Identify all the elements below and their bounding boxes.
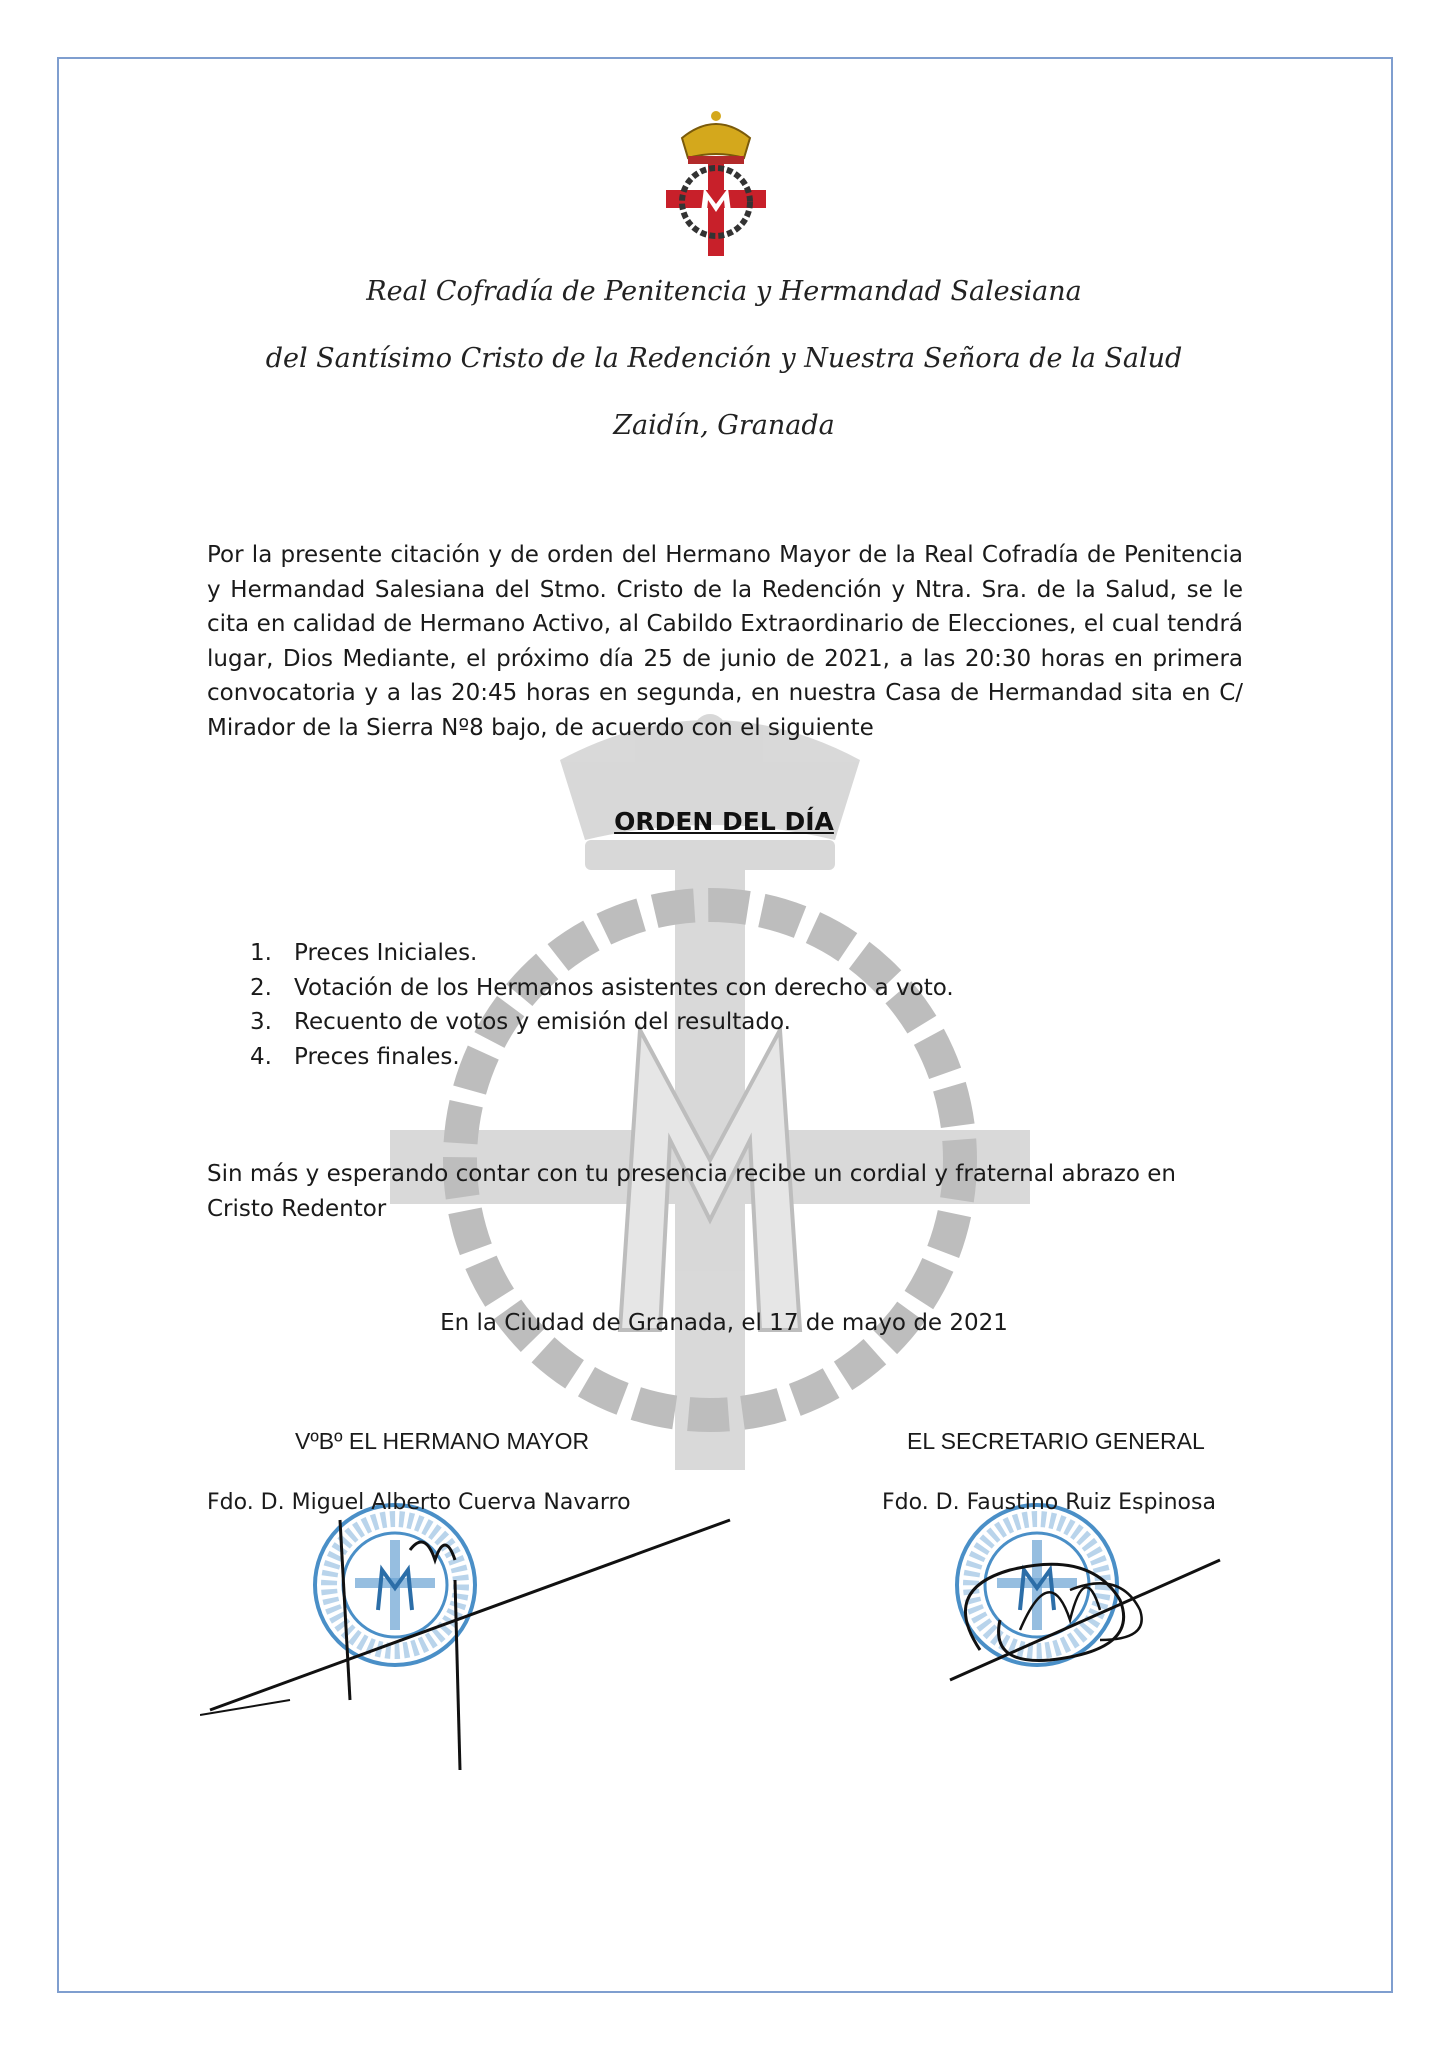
citation-paragraph: Por la presente citación y de orden del Hermano Mayor de la Real Cofradía de Penitencia y Hermandad Salesiana del Stmo. Cristo de la Redención y Ntra. Sra. de la Salud, se le cita en calidad de Hermano Activo, al Cabildo Extraordinario de Elecciones, el cual tendrá lugar, Dios Mediante, el próximo día 25 de junio de 2021, a las 20:30 horas en primera convocatoria y a las 20:45 horas en segunda, en nuestra Casa de Hermandad sita en C/ Mirador de la Sierra Nº8 bajo, de acuerdo con el siguiente (207, 542, 1243, 741)
item-number: 4. (250, 1043, 272, 1070)
item-number: 3. (250, 1009, 272, 1035)
header-line-2: del Santísimo Cristo de la Redención y Nuestra Señora de la Salud (265, 343, 1183, 374)
header-line-3: Zaidín, Granada (613, 410, 835, 441)
right-signatory-title: EL SECRETARIO GENERAL (907, 1428, 1205, 1454)
left-signatory-title: VºBº EL HERMANO MAYOR (295, 1428, 590, 1454)
agenda-list (250, 936, 954, 1074)
right-signatory-name: Fdo. D. Faustino Ruiz Espinosa (882, 1490, 1216, 1515)
list-item (250, 971, 954, 1006)
list-item (250, 936, 954, 971)
signature-right (920, 1500, 1240, 1700)
left-signatory-name: Fdo. D. Miguel Alberto Cuerva Navarro (207, 1490, 631, 1515)
agenda-title: ORDEN DEL DÍA (614, 807, 834, 836)
item-text: Preces finales. (294, 1043, 460, 1070)
list-item (250, 1040, 954, 1075)
item-number: 1. (250, 940, 272, 966)
item-number: 2. (250, 974, 272, 1001)
item-text: Votación de los Hermanos asistentes con derecho a voto. (294, 974, 954, 1001)
signature-left (200, 1500, 760, 1780)
list-item (250, 1005, 954, 1040)
item-text: Recuento de votos y emisión del resultado. (294, 1009, 791, 1035)
dateline: En la Ciudad de Granada, el 17 de mayo de 2021 (440, 1310, 1008, 1336)
closing-paragraph: Sin más y esperando contar con tu presencia recibe un cordial y fraternal abrazo en Cristo Redentor (207, 1161, 1176, 1222)
header-line-1: Real Cofradía de Penitencia y Hermandad Salesiana (366, 276, 1082, 307)
item-text: Preces Iniciales. (294, 940, 478, 966)
confraternity-logo (664, 108, 768, 258)
